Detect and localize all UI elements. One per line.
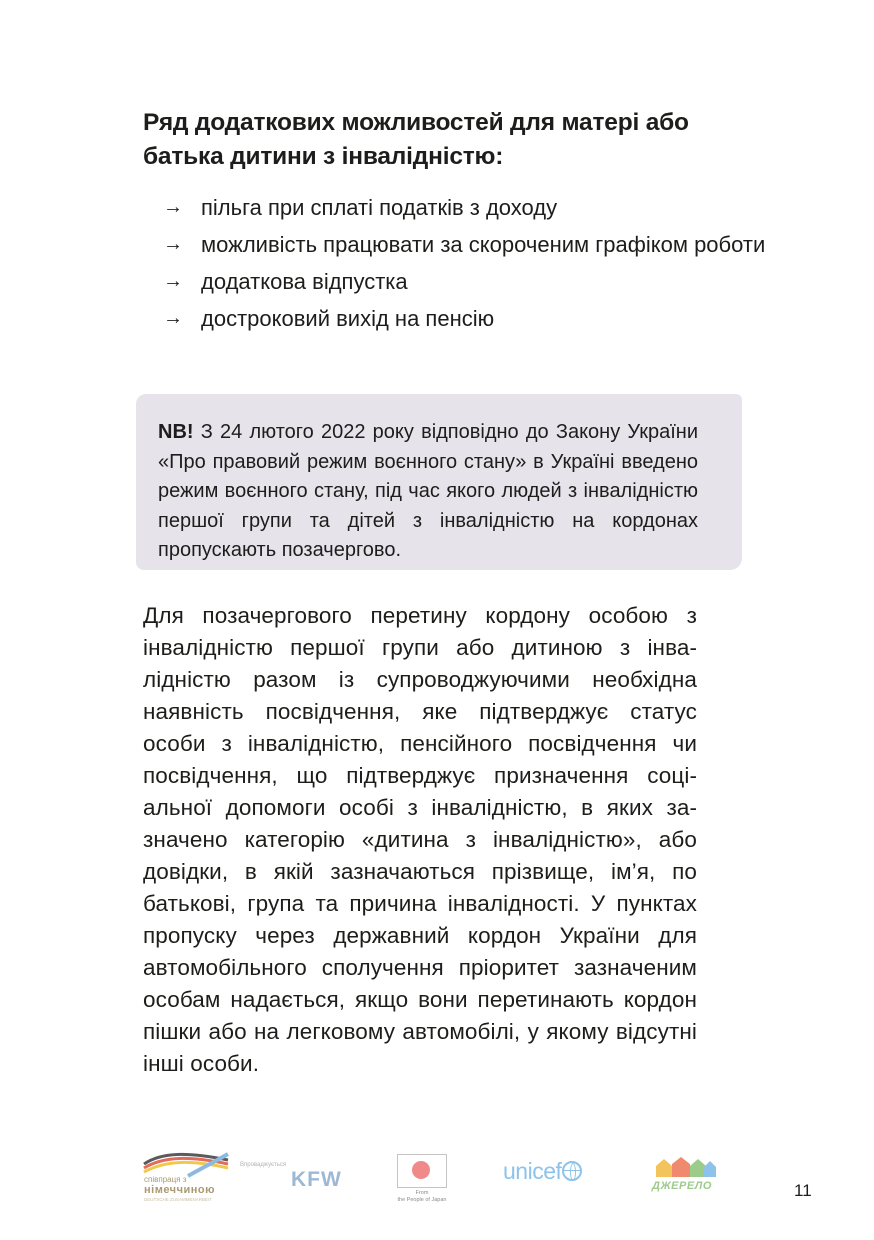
nb-callout-text: NB! З 24 лютого 2022 року відповідно до Закону України «Про правовий режим воєнного стану» в Україні введено режим воєнного стану, під час якого людей з інвалідністю першої групи та дітей з інвалідністю на кордонах пропускають позачергово. xyxy=(158,421,698,561)
japan-logo: From the People of Japan xyxy=(397,1154,447,1214)
globe-icon xyxy=(562,1161,582,1181)
arrow-right-icon: → xyxy=(163,233,183,255)
implemented-by-label: Впроваджується xyxy=(240,1162,287,1168)
benefits-list xyxy=(163,192,783,340)
section-heading: Ряд додаткових можливостей для матері або батька дитини з інвалідністю: xyxy=(143,109,689,170)
germany-cooperation-logo: співпраця з німеччиною DEUTSCHE ZUSAMMENARBEIT xyxy=(140,1148,232,1204)
list-item: → пільга при сплаті податків з доходу xyxy=(163,192,783,223)
body-paragraph: Для позачергового перетину кордону особою з інвалідністю першої групи або дитиною з інвалідністю разом із супроводжуючими необхідна наявність посвідчення, яке підтверджує статус особи з інвалідністю, пенсійного посвідчення чи посвідчення, що підтверджує призначення соціальної допомоги особі з інвалідністю, в яких зазначено категорію «дитина з інвалідністю», або довідки, в якій зазначаються прізвище, ім’я, по батькові, група та причина інвалідності. У пунктах пропуску через державний кордон України для автомобільного сполучення пріоритет зазначеним особам надається, якщо вони перетинають кордон пішки або на легковому автомобілі, у якому відсутні інші особи. xyxy=(143,603,697,1076)
nb-label: NB! xyxy=(158,421,194,443)
arrow-right-icon: → xyxy=(163,270,183,292)
list-item: → можливість працювати за скороченим графіком роботи xyxy=(163,229,783,260)
arrow-right-icon: → xyxy=(163,196,183,218)
houses-icon xyxy=(654,1156,718,1178)
arrow-right-icon: → xyxy=(163,307,183,329)
page-number: 11 xyxy=(794,1181,812,1200)
german-flag-wave-icon xyxy=(142,1150,230,1178)
partner-logos xyxy=(140,1148,740,1213)
dzherelo-logo: ДЖЕРЕЛО xyxy=(652,1156,722,1200)
list-item: → достроковий вихід на пенсію xyxy=(163,303,783,334)
kfw-logo: KFW xyxy=(291,1168,342,1191)
list-item: → додаткова відпустка xyxy=(163,266,783,297)
unicef-logo: unicef xyxy=(503,1158,582,1185)
